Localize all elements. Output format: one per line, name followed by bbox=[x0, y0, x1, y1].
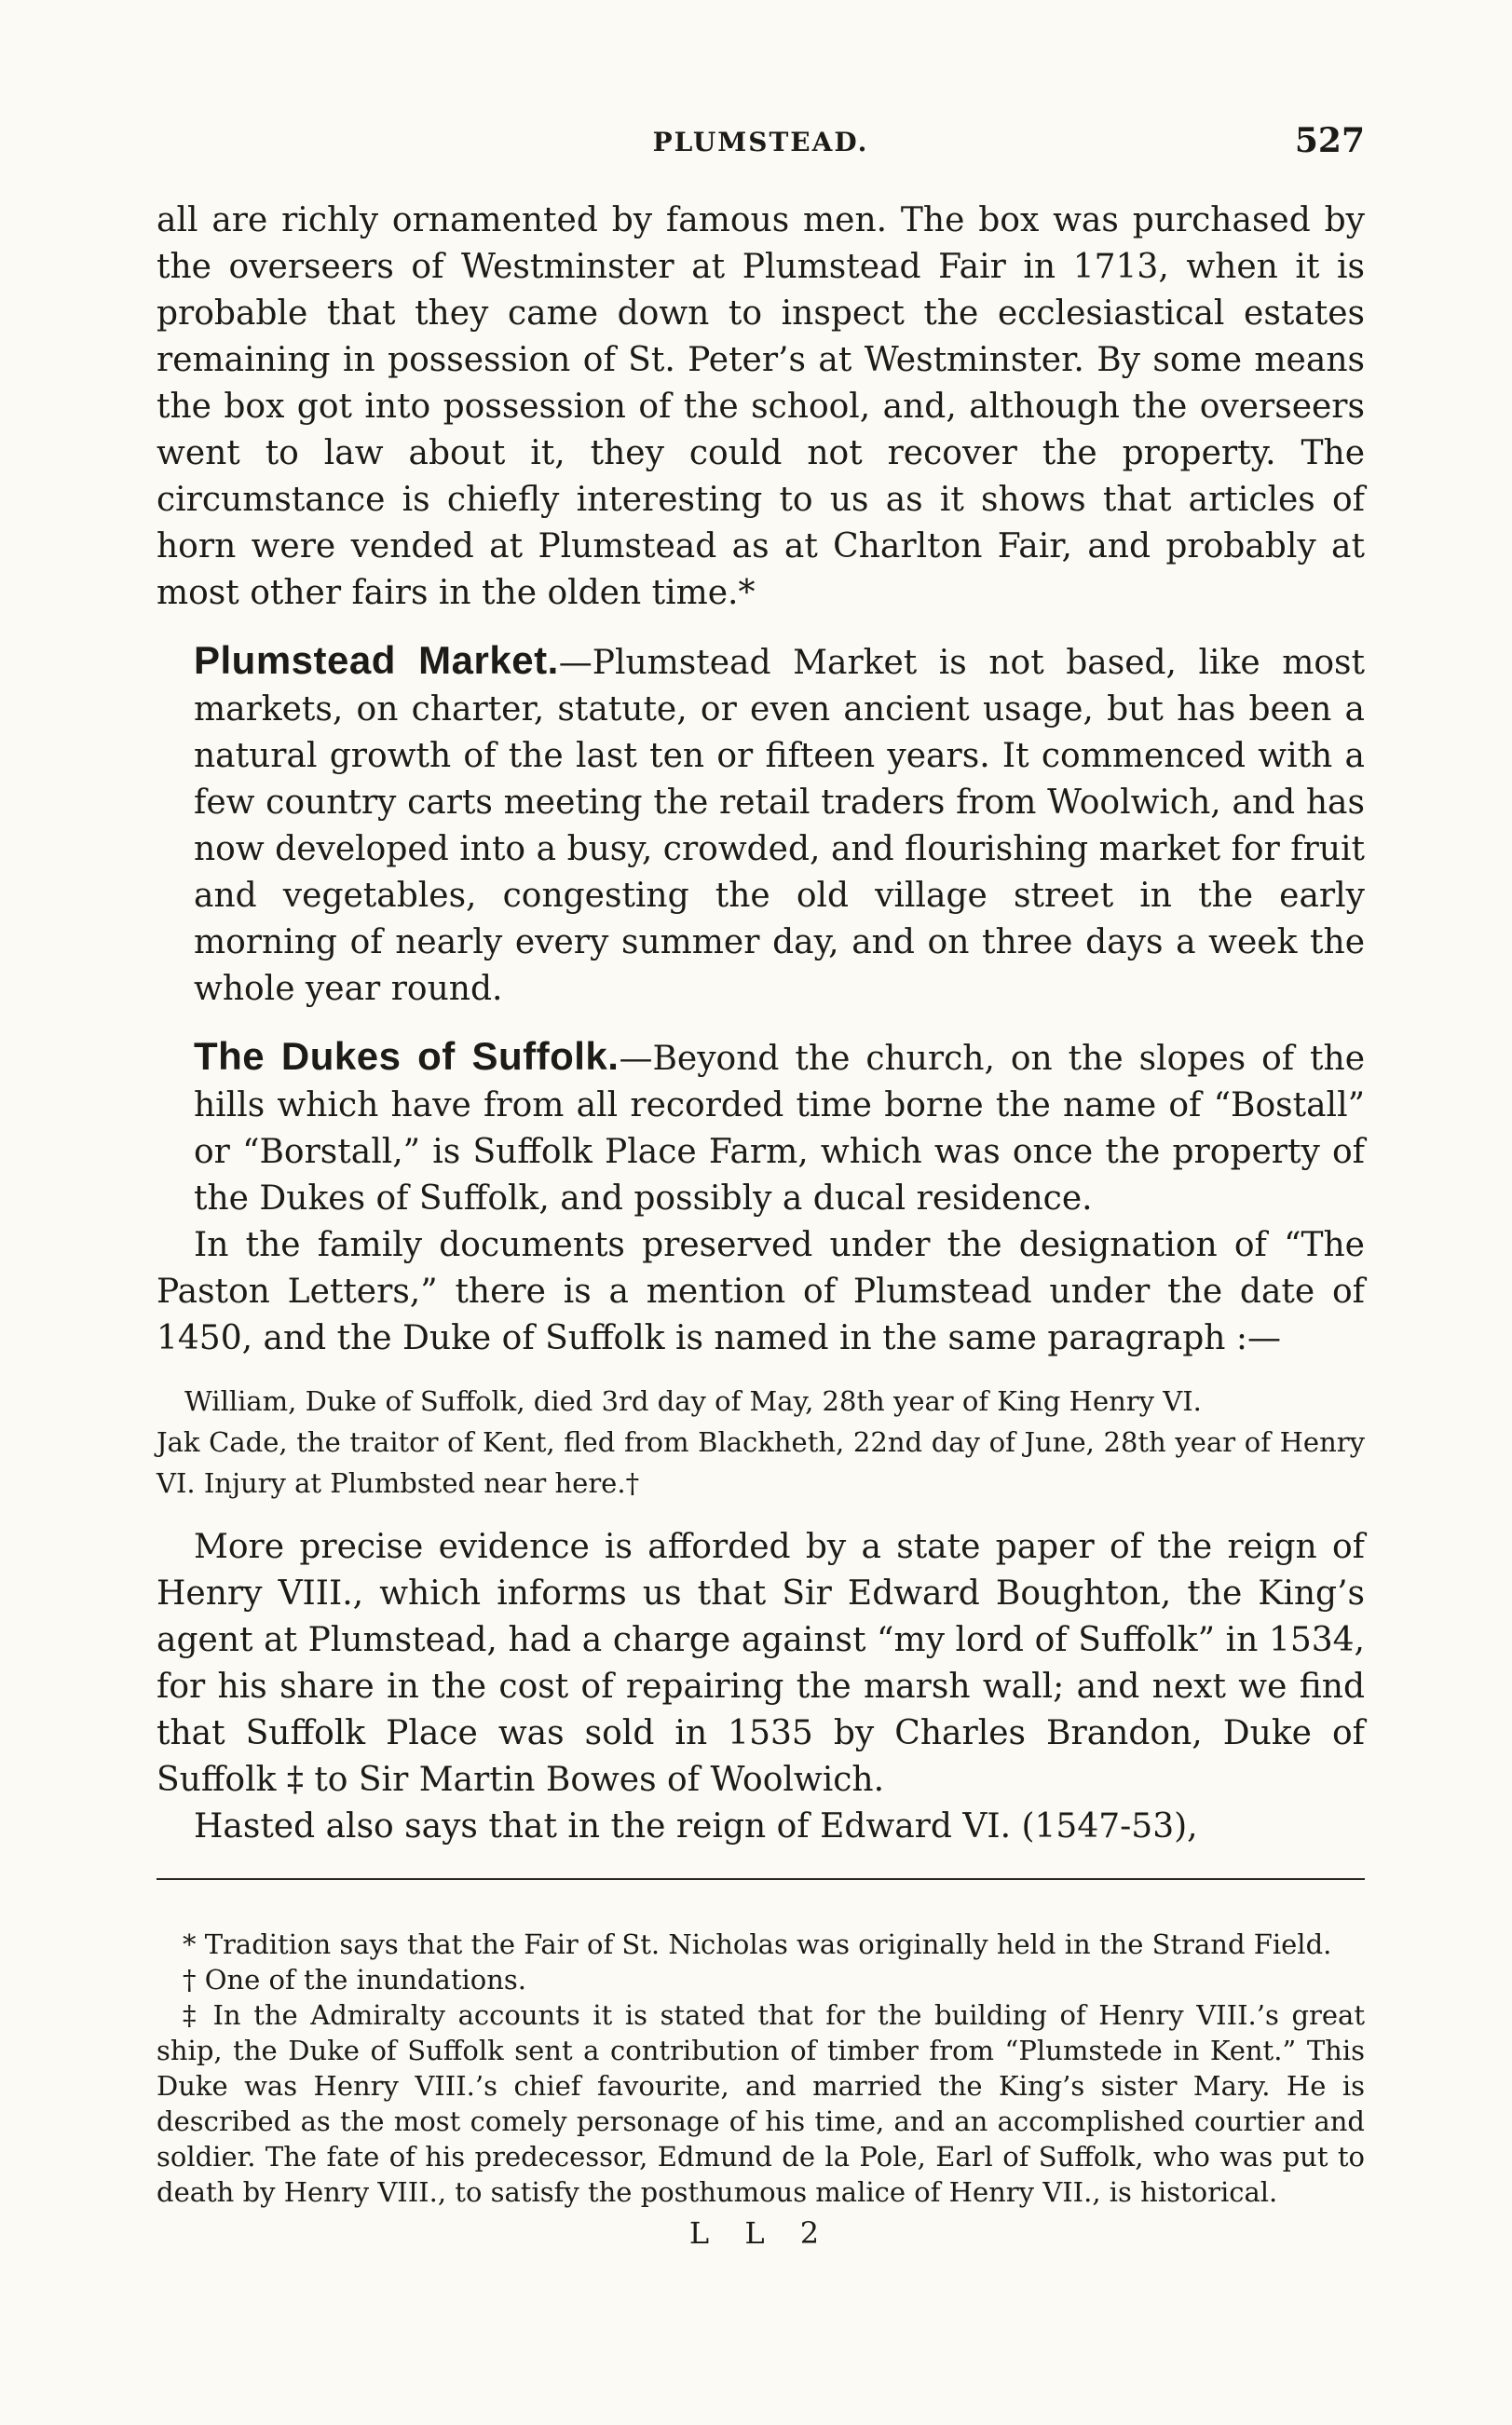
paragraph-state-paper: More precise evidence is afforded by a state paper of the reign of Henry VIII., which informs us that Sir Edward Boughton, the King’s agent at Plumstead, had a charge against “my lord of Suffolk” in 1534, for his share in the cost of repairing the marsh wall; and next we find that Suffolk Place was sold in 1535 by Charles Brandon, Duke of Suffolk ‡ to Sir Martin Bowes of Woolwich. bbox=[157, 1528, 1365, 1799]
dukes-text: —Beyond the church, on the slopes of the hills which have from all recorded time borne the name of “Bostall” or “Borstall,” is Suffolk Place Farm, which was once the property of the Dukes of Suffolk, and possibly a ducal residence. bbox=[194, 1040, 1365, 1218]
quote-line-jak-cade: Jak Cade, the traitor of Kent, fled from Blackheth, 22nd day of June, 28th year of Henry VI. Injury at Plumbsted near here.† bbox=[157, 1426, 1365, 1499]
block-quote bbox=[157, 1381, 1365, 1504]
quote-line-william: William, Duke of Suffolk, died 3rd day of May, 28th year of King Henry VI. bbox=[184, 1385, 1202, 1417]
book-page bbox=[157, 121, 1365, 2251]
section-heading-market: Plumstead Market. bbox=[194, 638, 559, 682]
footnote-1: * Tradition says that the Fair of St. Nicholas was originally held in the Strand Field. bbox=[183, 1928, 1332, 1960]
section-heading-dukes: The Dukes of Suffolk. bbox=[194, 1034, 620, 1078]
paragraph-horn-box: all are richly ornamented by famous men. The box was purchased by the overseers of Westminster at Plumstead Fair in 1713, when it is probable that they came down to inspect the ecclesiastical estates remaining in possession of St. Peter’s at Westminster. By some means the box got into possession of the school, and, although the overseers went to law about it, they could not recover the property. The circumstance is chiefly interesting to us as it shows that articles of horn were vended at Plumstead as at Charlton Fair, and probably at most other fairs in the olden time.* bbox=[157, 201, 1365, 612]
footnote-divider bbox=[157, 1878, 1365, 1880]
running-title: PLUMSTEAD. bbox=[652, 127, 869, 157]
footnote-3: ‡ In the Admiralty accounts it is stated that for the building of Henry VIII.’s great ship, the Duke of Suffolk sent a contribution of timber from “Plumstede in Kent.” This Duke was Henry VIII.’s chief favourite, and married the King’s sister Mary. He is described as the most comely personage of his time, and an accomplished courtier and soldier. The fate of his predecessor, Edmund de la Pole, Earl of Suffolk, who was put to death by Henry VIII., to satisfy the posthumous malice of Henry VII., is historical. bbox=[157, 1999, 1365, 2208]
page-number: 527 bbox=[1294, 121, 1365, 160]
signature-mark: L L 2 bbox=[688, 2215, 833, 2251]
footnotes bbox=[157, 1927, 1365, 2210]
paragraph-paston-letters: In the family documents preserved under the designation of “The Paston Letters,” there is a mention of Plumstead under the date of 1450, and the Duke of Suffolk is named in the same paragraph :— bbox=[157, 1226, 1365, 1357]
paragraph-dukes-of-suffolk bbox=[157, 1033, 1365, 1222]
running-header bbox=[157, 121, 1365, 177]
market-text: —Plumstead Market is not based, like most markets, on charter, statute, or even ancient usage, but has been a natural growth of the last ten or fifteen years. It commenced with a few country carts meeting the retail traders from Woolwich, and has now developed into a busy, crowded, and flourishing market for fruit and vegetables, congesting the old village street in the early morning of nearly every summer day, and on three days a week the whole year round. bbox=[194, 644, 1365, 1008]
footnote-2: † One of the inundations. bbox=[183, 1964, 526, 1996]
body-text bbox=[157, 198, 1365, 1850]
paragraph-hasted: Hasted also says that in the reign of Edward VI. (1547-53), bbox=[194, 1807, 1198, 1846]
paragraph-plumstead-market bbox=[157, 637, 1365, 1013]
